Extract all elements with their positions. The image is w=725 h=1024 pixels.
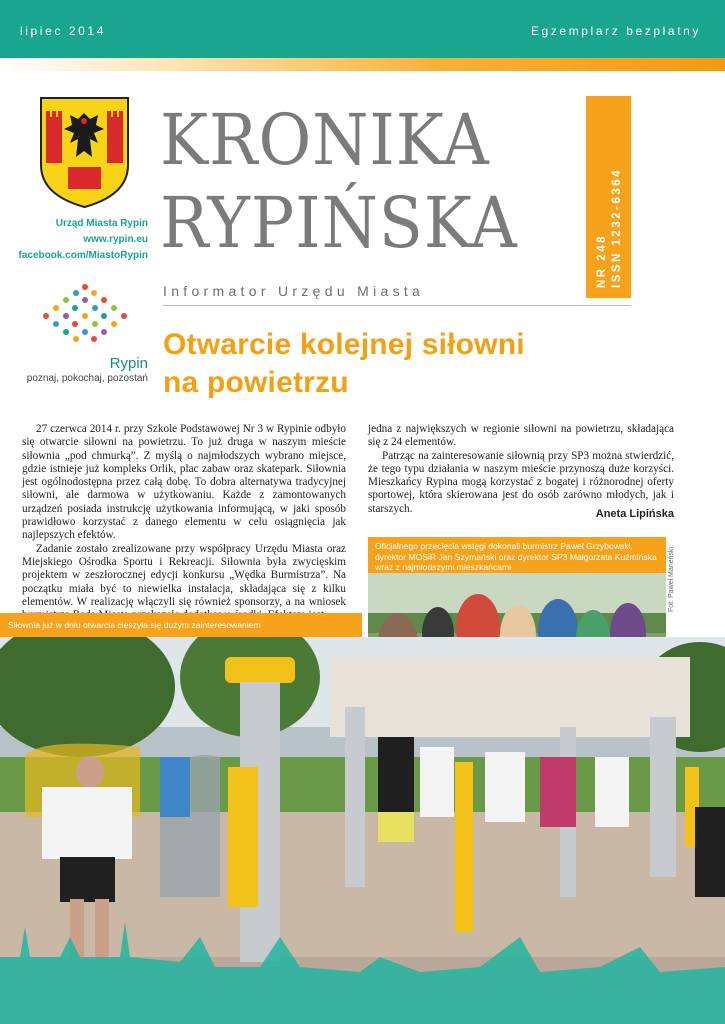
masthead-divider: [163, 305, 631, 306]
logo-tagline: poznaj, pokochaj, pozostań: [26, 373, 148, 384]
masthead-title-line1: KRONIKA: [160, 99, 490, 181]
article-author: Aneta Lipińska: [595, 508, 674, 520]
issue-number: NR 248: [596, 234, 608, 288]
website-link[interactable]: www.rypin.eu: [83, 234, 148, 245]
ribbon-caption: Oficjalnego przecięcia wstęgi dokonali burmistrz Paweł Grzybowski, dyrektor MOSiR Jan Szymański oraz dyrektor SP3 Małgorzata Kuźmińska wraz z najmłodszymi mieszkańcami: [375, 541, 657, 572]
photo-credit: Fot. Paweł Maneński: [668, 547, 675, 612]
free-copy-label: Egzemplarz bezpłatny: [530, 24, 701, 38]
gradient-stripe: [0, 58, 725, 71]
outdoor-gym-photo: [0, 637, 725, 1024]
issn-number: ISSN 1232-6364: [611, 167, 623, 288]
paragraph: 27 czerwca 2014 r. przy Szkole Podstawowej Nr 3 w Rypinie odbyło się otwarcie siłowni na powietrzu. To już druga w naszym mieście siłownia „pod chmurką”. Z myślą o najmłodszych wybrano miejsce, gdzie istnieje już kompleks Orlik, plac zabaw oraz skatepark. Siłownia jest ogólnodostępna przez całą dobę. To dobra alternatywa tradycyjnej siłowni, ale darmowa w użytkowaniu. Każde z zamontowanych urządzeń posiada instrukcję użytkowania informującą, w jaki sposób prawidłowo korzystać z danego elementu w celu osiągnięcia jak najlepszych efektów.: [22, 423, 346, 542]
article-column-2: [368, 423, 674, 516]
paragraph: jedna z największych w regionie siłowni na powietrzu, składająca się z 24 elementów.: [368, 423, 674, 449]
masthead-subtitle: Informator Urzędu Miasta: [163, 283, 425, 299]
issue-date: lipiec 2014: [20, 24, 106, 38]
rypin-logo-icon: [38, 283, 133, 343]
masthead-title-line2: RYPIŃSKA: [160, 182, 518, 264]
logo-name: Rypin: [109, 355, 148, 372]
paragraph: Patrząc na zainteresowanie siłownią przy SP3 można stwierdzić, że tego typu działania w naszym mieście przynoszą duże korzyści. Mieszkańcy Rypina mogą korzystać z bogatej i różnorodnej oferty sportowej, która skierowana jest do osób zarówno młodych, jak i starszych.: [368, 449, 674, 515]
facebook-link[interactable]: facebook.com/MiastoRypin: [18, 250, 148, 261]
top-bar: [0, 0, 725, 58]
coat-of-arms-icon: [38, 95, 131, 210]
paragraph: Zadanie zostało zrealizowane przy współpracy Urzędu Miasta oraz Miejskiego Ośrodka Sportu i Rekreacji. Siłownia była zwycięskim projektem w zeszłorocznej edycji konkursu „Wędka Burmistrza”. Na początku miała być to niewielka instalacja, składająca się z kilku elementów. W realizację włączyli się również sponsorzy, a na wniosek: [22, 542, 346, 608]
headline-line2: na powietrzu: [163, 366, 349, 399]
main-photo-caption: Siłownia już w dniu otwarcia cieszyła się dużym zainteresowaniem: [8, 620, 261, 630]
issn-block: [586, 96, 631, 298]
headline-line1: Otwarcie kolejnej siłowni: [163, 328, 525, 361]
office-name: Urząd Miasta Rypin: [55, 218, 148, 229]
article-column-1: [22, 423, 346, 608]
